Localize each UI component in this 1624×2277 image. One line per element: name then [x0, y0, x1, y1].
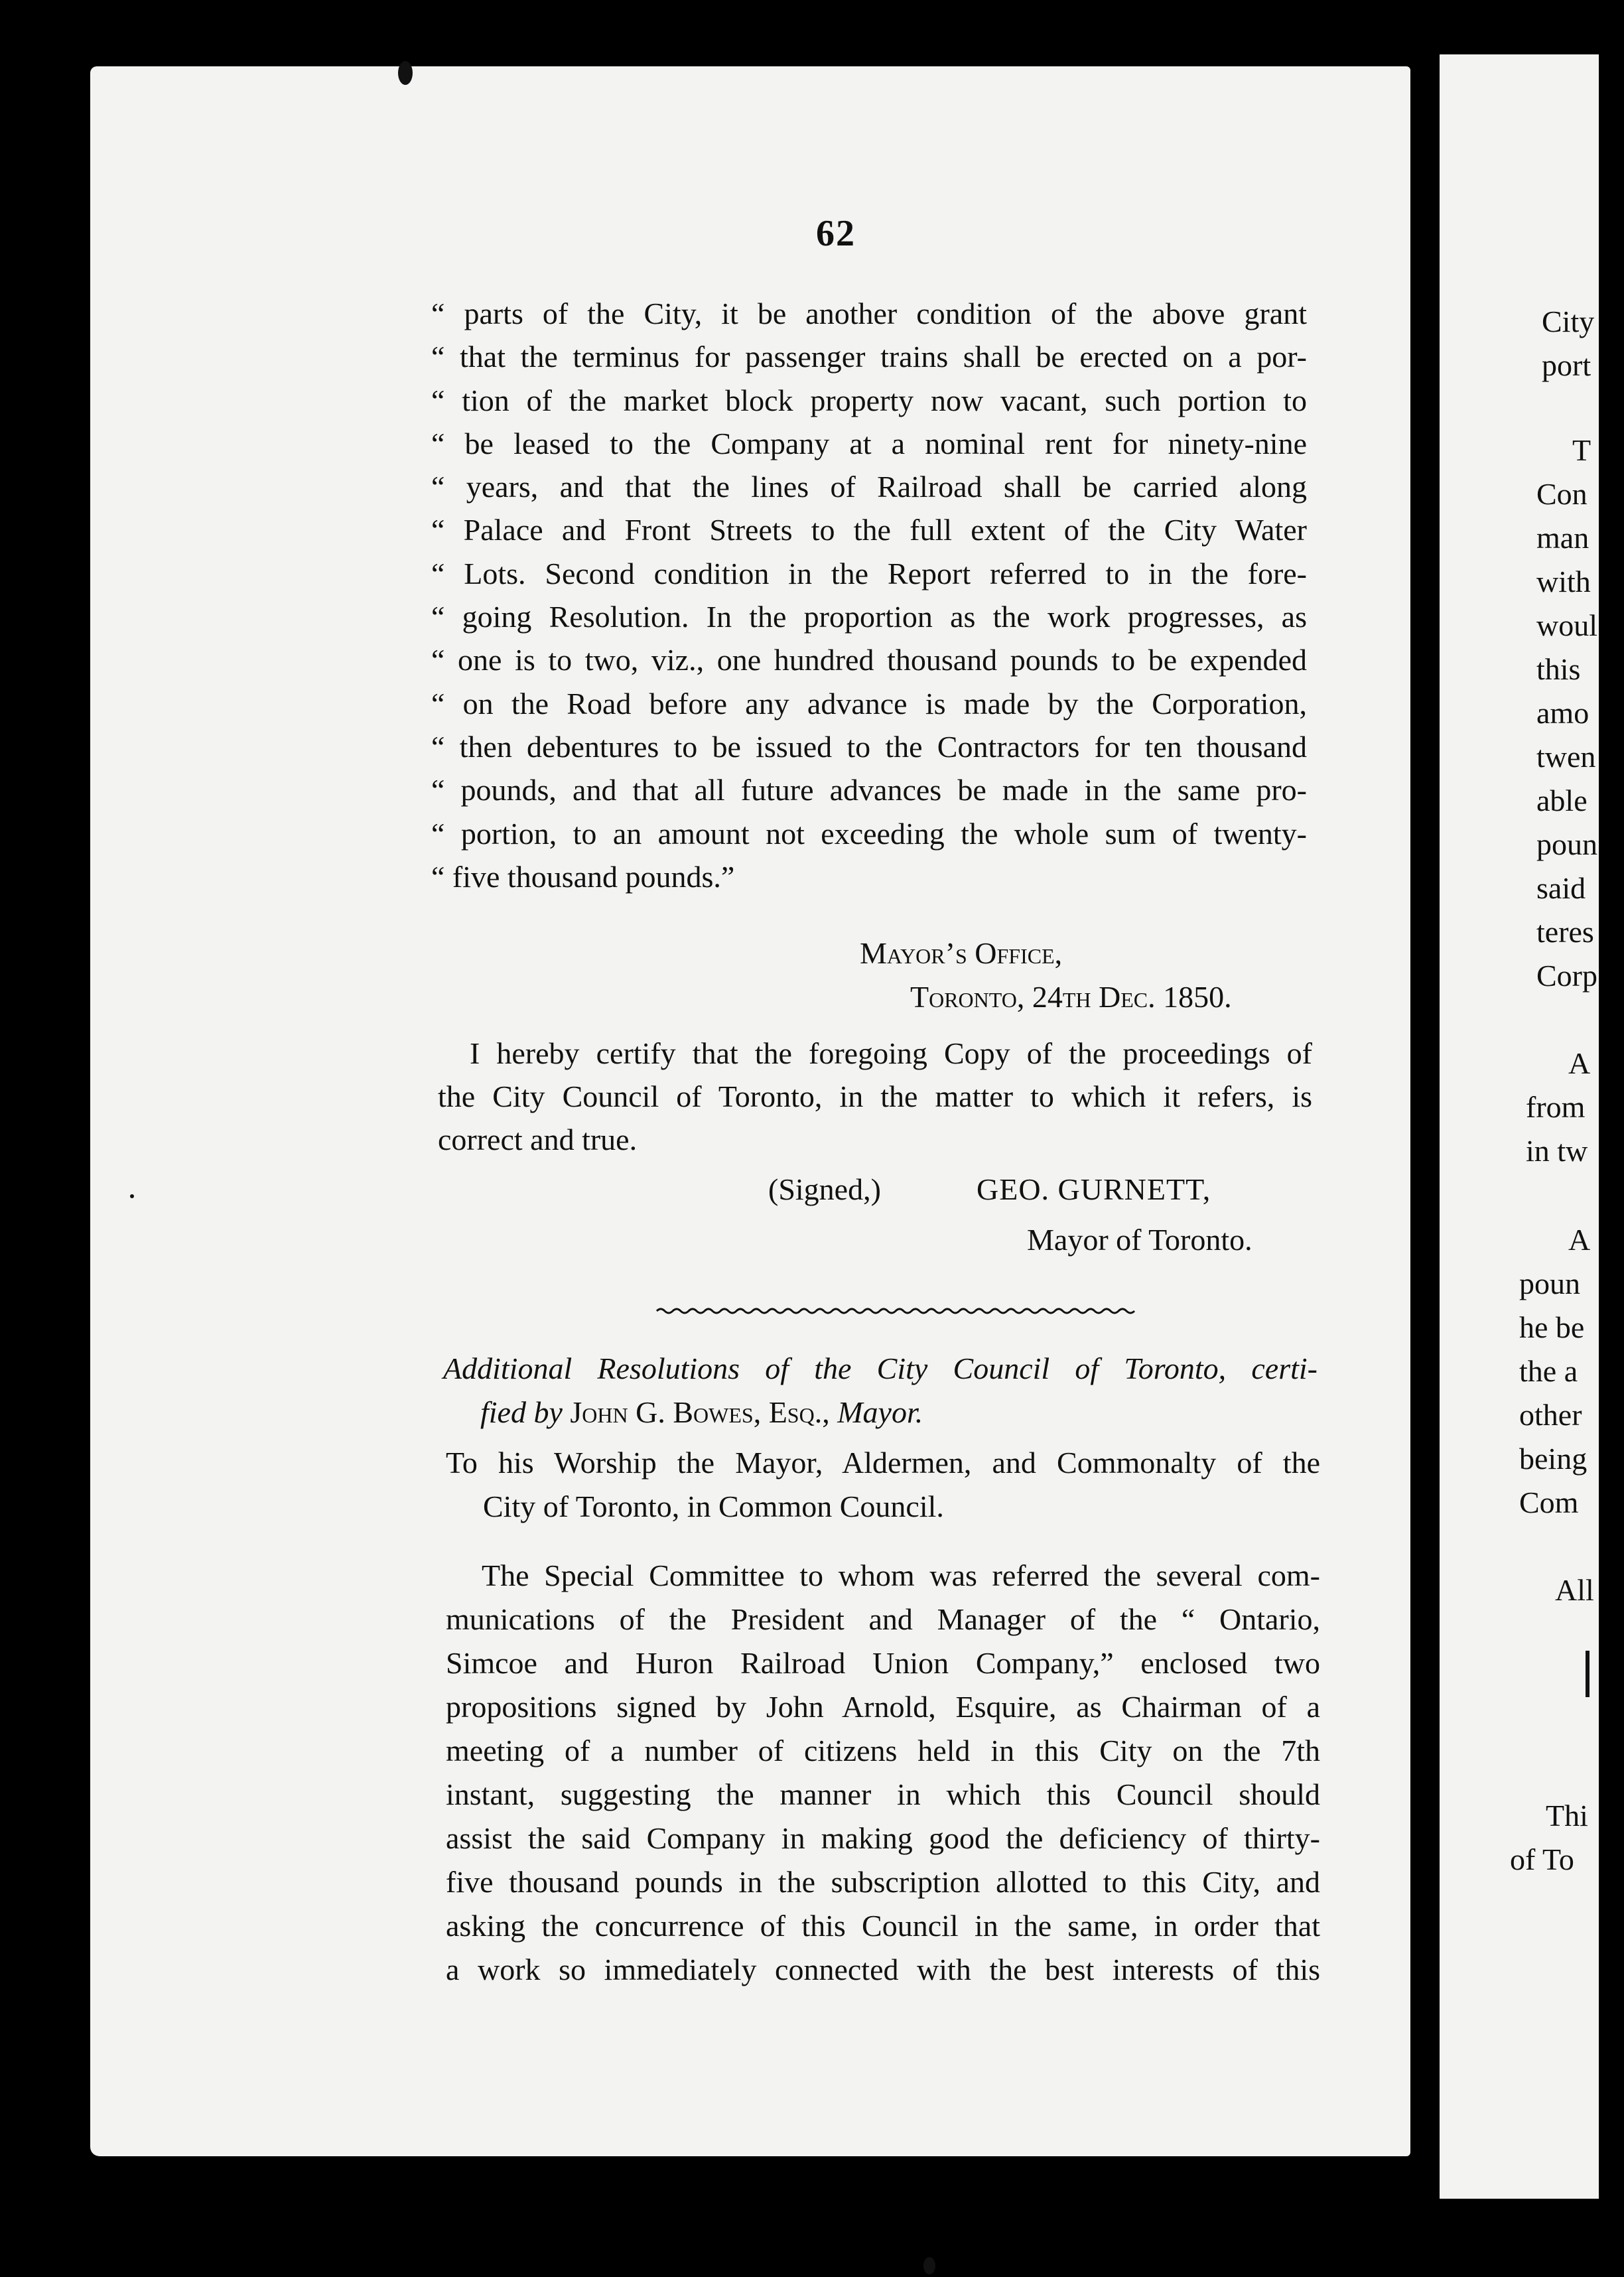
- quote-line: “ five thousand pounds.”: [431, 859, 735, 894]
- adjacent-fragment: poun: [1536, 827, 1597, 861]
- quote-line: “ parts of the City, it be another condition of the above grant: [431, 297, 1307, 330]
- body-line: Simcoe and Huron Railroad Union Company,” enclosed two: [446, 1646, 1320, 1680]
- scan-speck: [923, 2257, 935, 2274]
- quote-line: “ going Resolution. In the proportion as the work progresses, as: [431, 600, 1307, 634]
- adjacent-fragment: this: [1536, 652, 1581, 686]
- adjacent-fragment: able: [1536, 784, 1588, 817]
- adjacent-fragment: teres: [1536, 915, 1594, 949]
- adjacent-fragment: he be: [1519, 1310, 1585, 1344]
- adjacent-fragment: twen: [1536, 740, 1596, 774]
- quote-line: “ portion, to an amount not exceeding the whole sum of twenty-: [431, 816, 1307, 851]
- adjacent-fragment: said: [1536, 871, 1586, 905]
- bracket-mark: [1586, 1651, 1590, 1697]
- adjacent-fragment: man: [1536, 521, 1590, 555]
- quote-line: “ then debentures to be issued to the Contractors for ten thousand: [431, 729, 1307, 764]
- quote-line: “ Palace and Front Streets to the full extent of the City Water: [431, 513, 1307, 547]
- scan-speck: [130, 1194, 134, 1198]
- adjacent-fragment: Corp: [1536, 959, 1597, 993]
- adjacent-fragment: being: [1519, 1442, 1588, 1476]
- certificate: [438, 1032, 1312, 1161]
- scan-speck: [398, 61, 413, 85]
- adjacent-fragment: from: [1526, 1090, 1586, 1124]
- body-line: asking the concurrence of this Council in the same, in order that: [446, 1909, 1320, 1943]
- quote-line: “ tion of the market block property now vacant, such portion to: [431, 383, 1307, 417]
- certificate-line: correct and true.: [438, 1123, 638, 1156]
- adjacent-fragment: Con: [1536, 477, 1588, 511]
- adjacent-fragment: other: [1519, 1398, 1582, 1432]
- adjacent-fragment: City: [1542, 305, 1595, 338]
- adjacent-fragment: in tw: [1526, 1134, 1588, 1168]
- quote-line: “ be leased to the Company at a nominal rent for ninety-nine: [431, 426, 1307, 460]
- body-line: five thousand pounds in the subscription allotted to this City, and: [446, 1865, 1320, 1899]
- body-line: instant, suggesting the manner in which this Council should: [446, 1777, 1320, 1811]
- adjacent-fragment: Thi: [1546, 1799, 1588, 1832]
- adjacent-fragment: T: [1572, 433, 1591, 467]
- address-line: City of Toronto, in Common Council.: [483, 1489, 944, 1523]
- committee-report: [446, 1554, 1320, 1992]
- quote-line: “ on the Road before any advance is made by the Corporation,: [431, 686, 1307, 721]
- body-line: a work so immediately connected with the best interests of this: [446, 1953, 1320, 1986]
- heading-line: Additional Resolutions of the City Council of Toronto, certi-: [443, 1351, 1318, 1385]
- adjacent-fragment: A: [1568, 1046, 1591, 1080]
- body-line: The Special Committee to whom was referred the several com-: [482, 1558, 1320, 1592]
- certificate-line: I hereby certify that the foregoing Copy of the proceedings of: [470, 1036, 1312, 1070]
- quote-line: “ that the terminus for passenger trains shall be erected on a por-: [431, 340, 1307, 374]
- wavy-divider: [657, 1306, 1134, 1316]
- body-line: munications of the President and Manager of the “ Ontario,: [446, 1602, 1320, 1636]
- address-line: To his Worship the Mayor, Aldermen, and Commonalty of the: [446, 1446, 1320, 1480]
- signatory-name: GEO. GURNETT,: [977, 1172, 1211, 1206]
- body-line: assist the said Company in making good the deficiency of thirty-: [446, 1821, 1320, 1855]
- certificate-line: the City Council of Toronto, in the matter to which it refers, is: [438, 1079, 1312, 1113]
- place-date-line: Toronto, 24th Dec. 1850.: [910, 980, 1232, 1014]
- adjacent-fragment: All: [1555, 1573, 1594, 1607]
- signatory-title: Mayor of Toronto.: [1027, 1223, 1252, 1257]
- body-line: meeting of a number of citizens held in this City on the 7th: [446, 1734, 1320, 1767]
- adjacent-fragment: A: [1568, 1223, 1591, 1257]
- quoted-resolution: [431, 292, 1307, 898]
- signed-label: (Signed,): [768, 1172, 881, 1206]
- heading-fied-by: fied by: [480, 1395, 563, 1429]
- page-number: 62: [816, 213, 856, 254]
- adjacent-fragment: woul: [1536, 608, 1597, 642]
- quote-line: “ Lots. Second condition in the Report referred to in the fore-: [431, 556, 1307, 590]
- heading-line: [443, 1391, 1318, 1434]
- quote-line: “ pounds, and that all future advances be made in the same pro-: [431, 773, 1307, 807]
- section-heading: [443, 1347, 1318, 1434]
- adjacent-fragment: Com: [1519, 1485, 1579, 1519]
- adjacent-fragment: port: [1542, 348, 1591, 382]
- adjacent-fragment: poun: [1519, 1267, 1580, 1300]
- adjacent-fragment: of To: [1510, 1842, 1574, 1876]
- heading-mayor-title: Mayor.: [837, 1395, 923, 1429]
- address: [446, 1441, 1320, 1529]
- adjacent-fragment: amo: [1536, 696, 1590, 730]
- heading-mayor-name: John G. Bowes, Esq.,: [570, 1395, 830, 1429]
- quote-line: “ one is to two, viz., one hundred thousand pounds to be expended: [431, 643, 1307, 677]
- body-line: propositions signed by John Arnold, Esquire, as Chairman of a: [446, 1690, 1320, 1724]
- quote-line: “ years, and that the lines of Railroad shall be carried along: [431, 470, 1307, 504]
- adjacent-fragment: the a: [1519, 1354, 1578, 1388]
- adjacent-fragment: with: [1536, 565, 1591, 598]
- office-line: Mayor’s Office,: [860, 936, 1063, 970]
